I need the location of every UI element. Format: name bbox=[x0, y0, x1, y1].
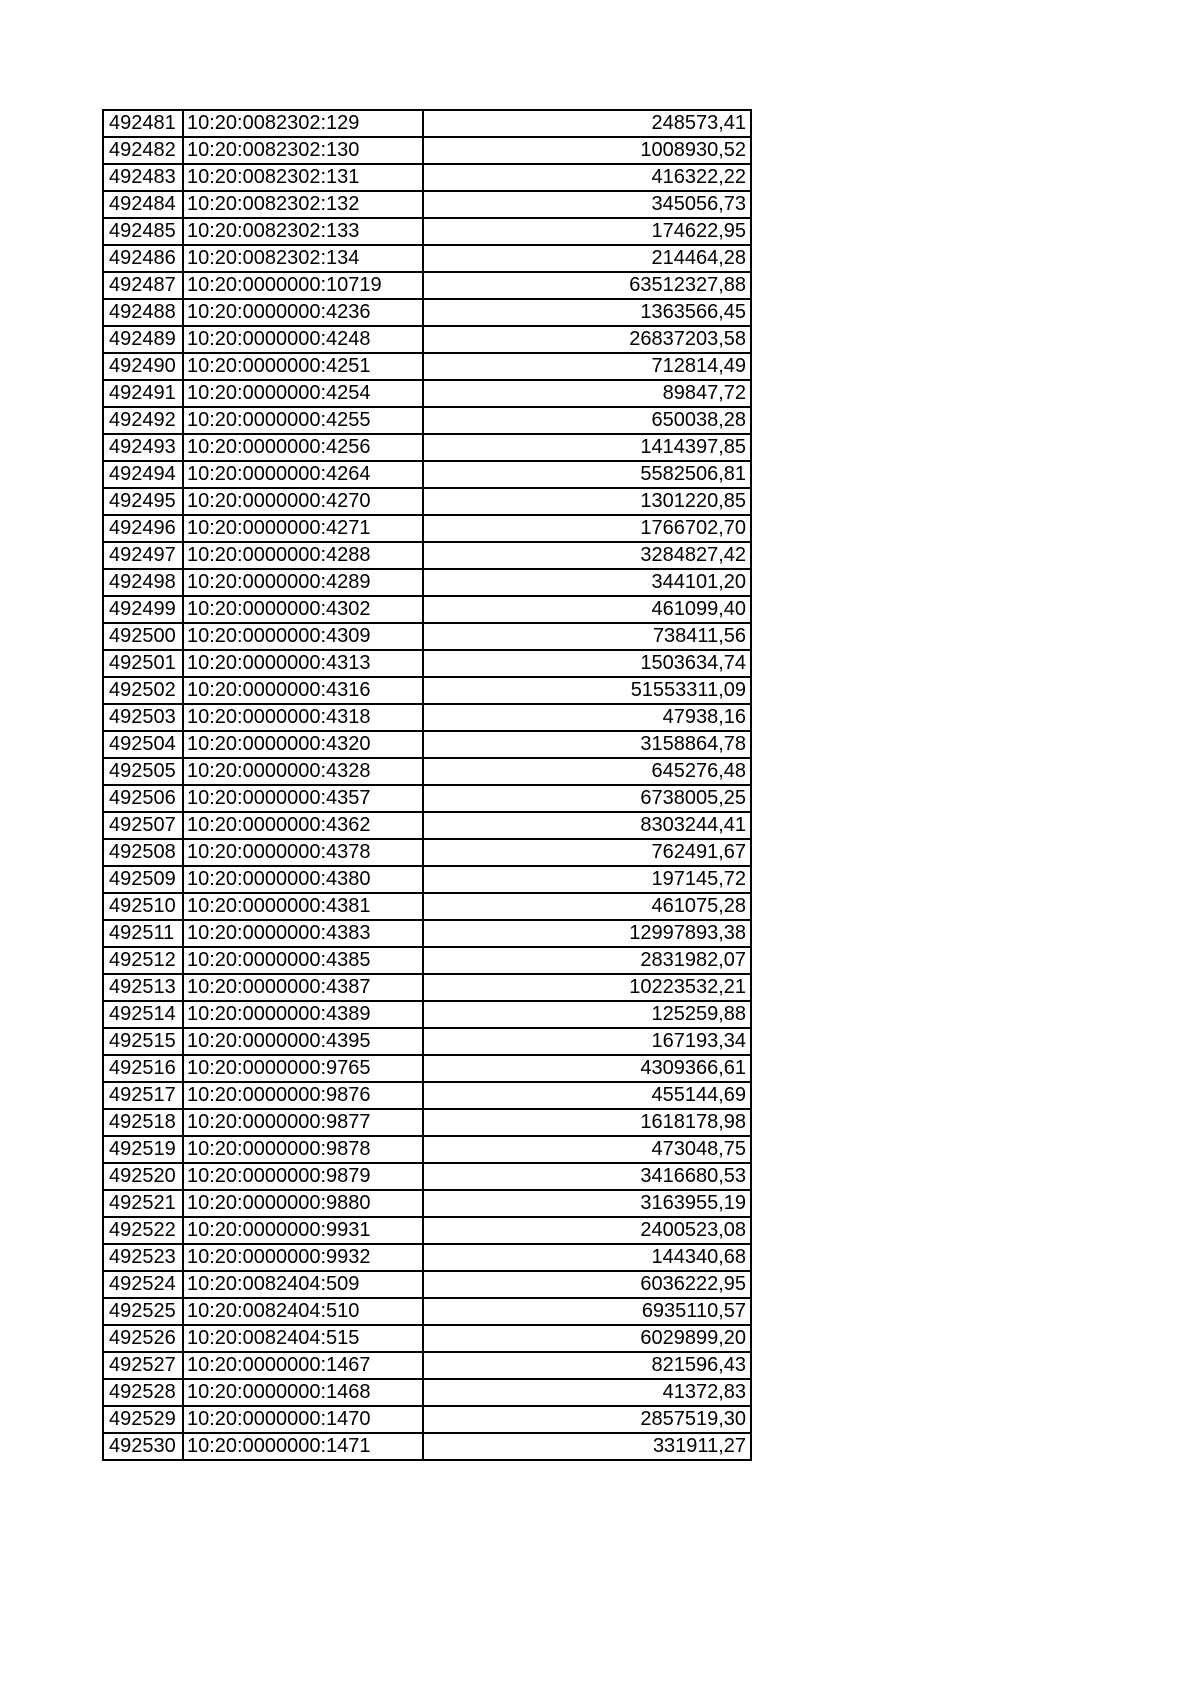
cadastral-number-cell: 10:20:0000000:9877 bbox=[183, 1109, 423, 1136]
value-cell: 1363566,45 bbox=[423, 299, 751, 326]
table-row bbox=[103, 1109, 751, 1136]
cadastral-number-cell: 10:20:0000000:4264 bbox=[183, 461, 423, 488]
cadastral-number-cell: 10:20:0000000:4271 bbox=[183, 515, 423, 542]
cadastral-number-cell: 10:20:0000000:4255 bbox=[183, 407, 423, 434]
cadastral-number-cell: 10:20:0000000:4389 bbox=[183, 1001, 423, 1028]
cadastral-number-cell: 10:20:0000000:1471 bbox=[183, 1433, 423, 1460]
row-number-cell: 492509 bbox=[103, 866, 183, 893]
row-number-cell: 492497 bbox=[103, 542, 183, 569]
row-number-cell: 492521 bbox=[103, 1190, 183, 1217]
row-number-cell: 492492 bbox=[103, 407, 183, 434]
row-number-cell: 492512 bbox=[103, 947, 183, 974]
value-cell: 1008930,52 bbox=[423, 137, 751, 164]
table-row bbox=[103, 272, 751, 299]
row-number-cell: 492507 bbox=[103, 812, 183, 839]
table-row bbox=[103, 353, 751, 380]
value-cell: 89847,72 bbox=[423, 380, 751, 407]
cadastral-number-cell: 10:20:0000000:9765 bbox=[183, 1055, 423, 1082]
value-cell: 461075,28 bbox=[423, 893, 751, 920]
cadastral-number-cell: 10:20:0082302:132 bbox=[183, 191, 423, 218]
value-cell: 47938,16 bbox=[423, 704, 751, 731]
table-row bbox=[103, 137, 751, 164]
table-row bbox=[103, 1298, 751, 1325]
row-number-cell: 492496 bbox=[103, 515, 183, 542]
value-cell: 4309366,61 bbox=[423, 1055, 751, 1082]
cadastral-number-cell: 10:20:0000000:4362 bbox=[183, 812, 423, 839]
value-cell: 3163955,19 bbox=[423, 1190, 751, 1217]
row-number-cell: 492490 bbox=[103, 353, 183, 380]
table-row bbox=[103, 677, 751, 704]
cadastral-number-cell: 10:20:0082404:509 bbox=[183, 1271, 423, 1298]
row-number-cell: 492505 bbox=[103, 758, 183, 785]
table-row bbox=[103, 110, 751, 137]
row-number-cell: 492528 bbox=[103, 1379, 183, 1406]
value-cell: 416322,22 bbox=[423, 164, 751, 191]
table-row bbox=[103, 1190, 751, 1217]
row-number-cell: 492511 bbox=[103, 920, 183, 947]
cadastral-number-cell: 10:20:0000000:9876 bbox=[183, 1082, 423, 1109]
value-cell: 821596,43 bbox=[423, 1352, 751, 1379]
cadastral-number-cell: 10:20:0000000:4270 bbox=[183, 488, 423, 515]
table-row bbox=[103, 1082, 751, 1109]
value-cell: 8303244,41 bbox=[423, 812, 751, 839]
table-row bbox=[103, 542, 751, 569]
table-row bbox=[103, 164, 751, 191]
cadastral-number-cell: 10:20:0082302:133 bbox=[183, 218, 423, 245]
value-cell: 645276,48 bbox=[423, 758, 751, 785]
value-cell: 5582506,81 bbox=[423, 461, 751, 488]
cadastral-number-cell: 10:20:0000000:4381 bbox=[183, 893, 423, 920]
cadastral-number-cell: 10:20:0000000:9880 bbox=[183, 1190, 423, 1217]
row-number-cell: 492487 bbox=[103, 272, 183, 299]
table-row bbox=[103, 1055, 751, 1082]
table-row bbox=[103, 1325, 751, 1352]
table-row bbox=[103, 218, 751, 245]
row-number-cell: 492525 bbox=[103, 1298, 183, 1325]
value-cell: 331911,27 bbox=[423, 1433, 751, 1460]
value-cell: 1414397,85 bbox=[423, 434, 751, 461]
value-cell: 248573,41 bbox=[423, 110, 751, 137]
cadastral-number-cell: 10:20:0000000:4380 bbox=[183, 866, 423, 893]
row-number-cell: 492489 bbox=[103, 326, 183, 353]
cadastral-number-cell: 10:20:0000000:4383 bbox=[183, 920, 423, 947]
cadastral-number-cell: 10:20:0000000:4316 bbox=[183, 677, 423, 704]
cadastral-number-cell: 10:20:0000000:9932 bbox=[183, 1244, 423, 1271]
table-row bbox=[103, 1163, 751, 1190]
cadastral-number-cell: 10:20:0000000:4256 bbox=[183, 434, 423, 461]
value-cell: 63512327,88 bbox=[423, 272, 751, 299]
table-row bbox=[103, 1271, 751, 1298]
value-cell: 650038,28 bbox=[423, 407, 751, 434]
value-cell: 6935110,57 bbox=[423, 1298, 751, 1325]
table-row bbox=[103, 839, 751, 866]
table-row bbox=[103, 1136, 751, 1163]
row-number-cell: 492527 bbox=[103, 1352, 183, 1379]
value-cell: 214464,28 bbox=[423, 245, 751, 272]
cadastral-number-cell: 10:20:0000000:1467 bbox=[183, 1352, 423, 1379]
table-row bbox=[103, 974, 751, 1001]
cadastral-number-cell: 10:20:0000000:4248 bbox=[183, 326, 423, 353]
cadastral-number-cell: 10:20:0000000:4387 bbox=[183, 974, 423, 1001]
cadastral-number-cell: 10:20:0082302:130 bbox=[183, 137, 423, 164]
row-number-cell: 492481 bbox=[103, 110, 183, 137]
row-number-cell: 492498 bbox=[103, 569, 183, 596]
value-cell: 174622,95 bbox=[423, 218, 751, 245]
row-number-cell: 492482 bbox=[103, 137, 183, 164]
cadastral-number-cell: 10:20:0000000:4385 bbox=[183, 947, 423, 974]
table-row bbox=[103, 623, 751, 650]
cadastral-number-cell: 10:20:0000000:4251 bbox=[183, 353, 423, 380]
value-cell: 41372,83 bbox=[423, 1379, 751, 1406]
cadastral-number-cell: 10:20:0000000:1470 bbox=[183, 1406, 423, 1433]
row-number-cell: 492514 bbox=[103, 1001, 183, 1028]
table-row bbox=[103, 1028, 751, 1055]
table-row bbox=[103, 785, 751, 812]
row-number-cell: 492493 bbox=[103, 434, 183, 461]
cadastral-number-cell: 10:20:0082404:510 bbox=[183, 1298, 423, 1325]
row-number-cell: 492515 bbox=[103, 1028, 183, 1055]
table-row bbox=[103, 1217, 751, 1244]
table-row bbox=[103, 1379, 751, 1406]
cadastral-number-cell: 10:20:0000000:4378 bbox=[183, 839, 423, 866]
value-cell: 6738005,25 bbox=[423, 785, 751, 812]
cadastral-number-cell: 10:20:0000000:4236 bbox=[183, 299, 423, 326]
row-number-cell: 492508 bbox=[103, 839, 183, 866]
row-number-cell: 492522 bbox=[103, 1217, 183, 1244]
cadastral-number-cell: 10:20:0082302:129 bbox=[183, 110, 423, 137]
row-number-cell: 492523 bbox=[103, 1244, 183, 1271]
cadastral-number-cell: 10:20:0000000:4309 bbox=[183, 623, 423, 650]
table-row bbox=[103, 326, 751, 353]
cadastral-number-cell: 10:20:0000000:4313 bbox=[183, 650, 423, 677]
value-cell: 473048,75 bbox=[423, 1136, 751, 1163]
table-row bbox=[103, 920, 751, 947]
table-row bbox=[103, 434, 751, 461]
row-number-cell: 492486 bbox=[103, 245, 183, 272]
value-cell: 2857519,30 bbox=[423, 1406, 751, 1433]
value-cell: 6029899,20 bbox=[423, 1325, 751, 1352]
cadastral-number-cell: 10:20:0000000:4357 bbox=[183, 785, 423, 812]
table-row bbox=[103, 407, 751, 434]
value-cell: 3416680,53 bbox=[423, 1163, 751, 1190]
row-number-cell: 492488 bbox=[103, 299, 183, 326]
row-number-cell: 492504 bbox=[103, 731, 183, 758]
table-body bbox=[103, 110, 751, 1460]
table-row bbox=[103, 893, 751, 920]
table-row bbox=[103, 1001, 751, 1028]
value-cell: 1301220,85 bbox=[423, 488, 751, 515]
value-cell: 26837203,58 bbox=[423, 326, 751, 353]
value-cell: 167193,34 bbox=[423, 1028, 751, 1055]
table-row bbox=[103, 1406, 751, 1433]
table-row bbox=[103, 812, 751, 839]
value-cell: 125259,88 bbox=[423, 1001, 751, 1028]
table-row bbox=[103, 569, 751, 596]
table-row bbox=[103, 299, 751, 326]
cadastral-number-cell: 10:20:0000000:9931 bbox=[183, 1217, 423, 1244]
cadastral-number-cell: 10:20:0000000:4320 bbox=[183, 731, 423, 758]
value-cell: 10223532,21 bbox=[423, 974, 751, 1001]
value-cell: 3158864,78 bbox=[423, 731, 751, 758]
value-cell: 345056,73 bbox=[423, 191, 751, 218]
cadastral-number-cell: 10:20:0000000:4288 bbox=[183, 542, 423, 569]
value-cell: 461099,40 bbox=[423, 596, 751, 623]
table-row bbox=[103, 596, 751, 623]
row-number-cell: 492530 bbox=[103, 1433, 183, 1460]
row-number-cell: 492529 bbox=[103, 1406, 183, 1433]
cadastral-number-cell: 10:20:0000000:1468 bbox=[183, 1379, 423, 1406]
cadastral-number-cell: 10:20:0082302:131 bbox=[183, 164, 423, 191]
row-number-cell: 492513 bbox=[103, 974, 183, 1001]
value-cell: 1503634,74 bbox=[423, 650, 751, 677]
cadastral-number-cell: 10:20:0000000:4289 bbox=[183, 569, 423, 596]
value-cell: 144340,68 bbox=[423, 1244, 751, 1271]
table-row bbox=[103, 1352, 751, 1379]
row-number-cell: 492483 bbox=[103, 164, 183, 191]
value-cell: 197145,72 bbox=[423, 866, 751, 893]
cadastral-number-cell: 10:20:0000000:4254 bbox=[183, 380, 423, 407]
row-number-cell: 492503 bbox=[103, 704, 183, 731]
table-row bbox=[103, 515, 751, 542]
table-row bbox=[103, 758, 751, 785]
data-table bbox=[102, 109, 752, 1461]
value-cell: 12997893,38 bbox=[423, 920, 751, 947]
table-row bbox=[103, 947, 751, 974]
value-cell: 344101,20 bbox=[423, 569, 751, 596]
cadastral-number-cell: 10:20:0082302:134 bbox=[183, 245, 423, 272]
table-row bbox=[103, 380, 751, 407]
row-number-cell: 492502 bbox=[103, 677, 183, 704]
table-row bbox=[103, 1433, 751, 1460]
cadastral-number-cell: 10:20:0000000:4328 bbox=[183, 758, 423, 785]
value-cell: 712814,49 bbox=[423, 353, 751, 380]
cadastral-number-cell: 10:20:0000000:9878 bbox=[183, 1136, 423, 1163]
cadastral-number-cell: 10:20:0000000:9879 bbox=[183, 1163, 423, 1190]
table-row bbox=[103, 704, 751, 731]
table-row bbox=[103, 866, 751, 893]
table-row bbox=[103, 461, 751, 488]
table-row bbox=[103, 650, 751, 677]
row-number-cell: 492485 bbox=[103, 218, 183, 245]
row-number-cell: 492526 bbox=[103, 1325, 183, 1352]
row-number-cell: 492484 bbox=[103, 191, 183, 218]
value-cell: 6036222,95 bbox=[423, 1271, 751, 1298]
row-number-cell: 492501 bbox=[103, 650, 183, 677]
value-cell: 51553311,09 bbox=[423, 677, 751, 704]
row-number-cell: 492518 bbox=[103, 1109, 183, 1136]
table-row bbox=[103, 488, 751, 515]
row-number-cell: 492499 bbox=[103, 596, 183, 623]
value-cell: 762491,67 bbox=[423, 839, 751, 866]
row-number-cell: 492524 bbox=[103, 1271, 183, 1298]
cadastral-number-cell: 10:20:0000000:10719 bbox=[183, 272, 423, 299]
cadastral-number-cell: 10:20:0000000:4395 bbox=[183, 1028, 423, 1055]
row-number-cell: 492520 bbox=[103, 1163, 183, 1190]
table-row bbox=[103, 731, 751, 758]
value-cell: 455144,69 bbox=[423, 1082, 751, 1109]
table-row bbox=[103, 245, 751, 272]
value-cell: 1618178,98 bbox=[423, 1109, 751, 1136]
value-cell: 1766702,70 bbox=[423, 515, 751, 542]
value-cell: 738411,56 bbox=[423, 623, 751, 650]
value-cell: 2400523,08 bbox=[423, 1217, 751, 1244]
table-row bbox=[103, 1244, 751, 1271]
row-number-cell: 492494 bbox=[103, 461, 183, 488]
row-number-cell: 492510 bbox=[103, 893, 183, 920]
row-number-cell: 492519 bbox=[103, 1136, 183, 1163]
cadastral-number-cell: 10:20:0000000:4302 bbox=[183, 596, 423, 623]
row-number-cell: 492500 bbox=[103, 623, 183, 650]
row-number-cell: 492495 bbox=[103, 488, 183, 515]
row-number-cell: 492516 bbox=[103, 1055, 183, 1082]
row-number-cell: 492491 bbox=[103, 380, 183, 407]
row-number-cell: 492506 bbox=[103, 785, 183, 812]
value-cell: 2831982,07 bbox=[423, 947, 751, 974]
table-row bbox=[103, 191, 751, 218]
cadastral-number-cell: 10:20:0000000:4318 bbox=[183, 704, 423, 731]
cadastral-number-cell: 10:20:0082404:515 bbox=[183, 1325, 423, 1352]
row-number-cell: 492517 bbox=[103, 1082, 183, 1109]
value-cell: 3284827,42 bbox=[423, 542, 751, 569]
